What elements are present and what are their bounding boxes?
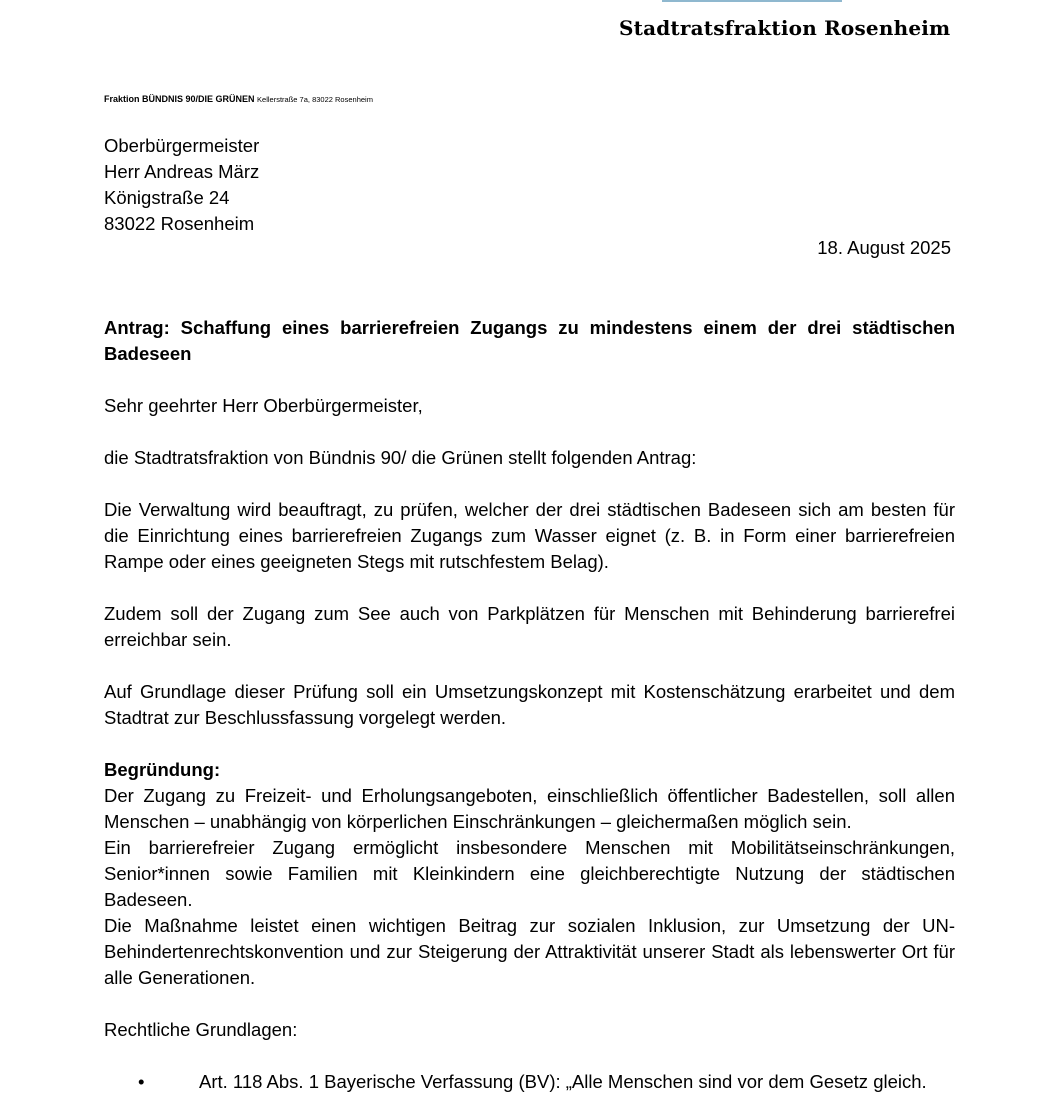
legal-item-text: Art. 118 Abs. 1 Bayerische Verfassung (BV): „Alle Menschen sind vor dem Gesetz gleich.: [199, 1071, 927, 1092]
sender-return-address: [104, 94, 373, 104]
recipient-street: Königstraße 24: [104, 187, 230, 208]
legal-basis-heading: Rechtliche Grundlagen:: [104, 1019, 298, 1040]
recipient-name: Herr Andreas März: [104, 161, 260, 182]
recipient-title: Oberbürgermeister: [104, 135, 260, 156]
sender-name: Fraktion BÜNDNIS 90/DIE GRÜNEN: [104, 94, 255, 104]
reasoning-section: [104, 757, 955, 991]
legal-basis-list: [104, 1069, 955, 1095]
organization-title: Stadtratsfraktion Rosenheim: [619, 16, 951, 40]
header-accent-rule: [662, 0, 842, 2]
reasoning-heading: Begründung:: [104, 759, 221, 780]
reasoning-paragraph: Der Zugang zu Freizeit- und Erholungsangeboten, einschließlich öffentlicher Badestellen, soll allen Menschen – unabhängig von körperlichen Einschränkungen – gleichermaßen möglich sein.: [104, 785, 955, 832]
sender-address: Kellerstraße 7a, 83022 Rosenheim: [257, 95, 373, 104]
list-item: [104, 1069, 955, 1095]
letter-body: [104, 315, 955, 1095]
intro-paragraph: die Stadtratsfraktion von Bündnis 90/ die Grünen stellt folgenden Antrag:: [104, 447, 697, 468]
recipient-address-block: [104, 133, 259, 237]
salutation: Sehr geehrter Herr Oberbürgermeister,: [104, 395, 423, 416]
bullet-icon: •: [138, 1071, 145, 1092]
reasoning-paragraph: Die Maßnahme leistet einen wichtigen Beitrag zur sozialen Inklusion, zur Umsetzung der UN-Behindertenrechtskonvention und zur Steigerung der Attraktivität unserer Stadt als lebenswerter Ort für alle Generationen.: [104, 915, 955, 988]
letter-date: 18. August 2025: [817, 237, 951, 258]
concept-paragraph: Auf Grundlage dieser Prüfung soll ein Umsetzungskonzept mit Kostenschätzung erarbeitet und dem Stadtrat zur Beschlussfassung vorgelegt werden.: [104, 681, 955, 728]
legal-basis-section: [104, 1017, 955, 1095]
reasoning-paragraph: Ein barrierefreier Zugang ermöglicht insbesondere Menschen mit Mobilitätseinschränkungen, Senior*innen sowie Familien mit Kleinkindern eine gleichberechtigte Nutzung der städtischen Badeseen.: [104, 837, 955, 910]
parking-access-paragraph: Zudem soll der Zugang zum See auch von Parkplätzen für Menschen mit Behinderung barrierefrei erreichbar sein.: [104, 603, 955, 650]
letter-subject: Antrag: Schaffung eines barrierefreien Zugangs zu mindestens einem der drei städtischen Badeseen: [104, 317, 955, 364]
recipient-city: 83022 Rosenheim: [104, 213, 255, 234]
request-paragraph: Die Verwaltung wird beauftragt, zu prüfen, welcher der drei städtischen Badeseen sich am besten für die Einrichtung eines barrierefreien Zugangs zum Wasser eignet (z. B. in Form einer barrierefreien Rampe oder eines geeigneten Stegs mit rutschfestem Belag).: [104, 499, 955, 572]
